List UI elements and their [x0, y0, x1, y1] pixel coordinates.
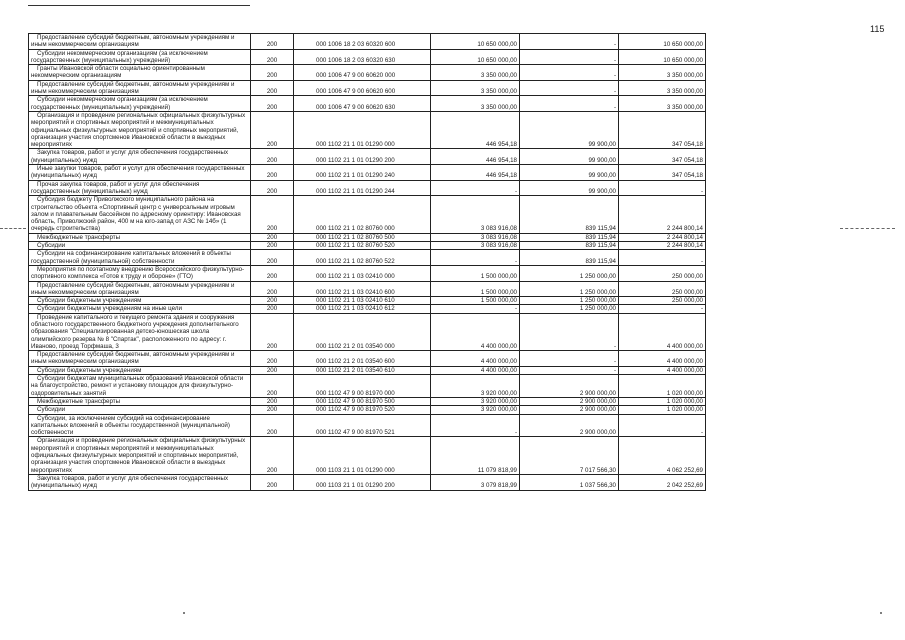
row-approved: 11 079 818,99	[431, 437, 520, 474]
row-executed: 1 250 000,00	[520, 281, 619, 297]
row-code: 200	[251, 180, 294, 196]
row-executed: 99 900,00	[520, 165, 619, 181]
table-row	[29, 96, 706, 112]
table-row	[29, 265, 706, 281]
row-remaining: 3 350 000,00	[619, 96, 706, 112]
row-code: 200	[251, 233, 294, 241]
row-name: Субсидии бюджетным учреждениям	[29, 366, 251, 374]
row-code: 200	[251, 242, 294, 250]
row-code: 200	[251, 406, 294, 414]
row-remaining: 1 020 000,00	[619, 375, 706, 398]
row-name: Организация и проведение региональных официальных физкультурных мероприятий и спортивных мероприятий и межмуниципальных официальных физкультурных мероприятий и спортивных мероприятий, организация участия спортсменов Ивановской области в выездных мероприятиях	[29, 111, 251, 148]
row-executed: 2 900 000,00	[520, 397, 619, 405]
row-approved: -	[431, 180, 520, 196]
table-row	[29, 397, 706, 405]
row-approved: 10 650 000,00	[431, 34, 520, 50]
row-name: Субсидии бюджетным учреждениям	[29, 297, 251, 305]
row-remaining: 2 244 800,14	[619, 233, 706, 241]
row-csr: 000 1102 21 1 02 80760 000	[294, 196, 431, 233]
row-executed: 99 900,00	[520, 111, 619, 148]
row-code: 200	[251, 414, 294, 437]
budget-table	[28, 33, 706, 491]
row-executed: 839 115,94	[520, 233, 619, 241]
row-executed: 1 250 000,00	[520, 305, 619, 313]
row-executed: 1 250 000,00	[520, 297, 619, 305]
row-executed: -	[520, 65, 619, 81]
row-code: 200	[251, 297, 294, 305]
row-approved: -	[431, 414, 520, 437]
row-name: Субсидия бюджету Приволжского муниципального района на строительство объекта «Спортивный центр с универсальным игровым залом и плавательным бассейном по адресному ориентиру: Ивановская область, Приволжский район, 400 м на юго-запад от АЗС № 14б» (1 очередь строительства)	[29, 196, 251, 233]
table-row	[29, 65, 706, 81]
table-row	[29, 351, 706, 367]
row-code: 200	[251, 474, 294, 490]
row-code: 200	[251, 397, 294, 405]
row-executed: 1 037 566,30	[520, 474, 619, 490]
row-code: 200	[251, 351, 294, 367]
row-code: 200	[251, 49, 294, 65]
row-remaining: 4 400 000,00	[619, 366, 706, 374]
row-remaining: 347 054,18	[619, 111, 706, 148]
row-csr: 000 1006 18 2 03 60320 600	[294, 34, 431, 50]
row-csr: 000 1102 21 1 02 80760 500	[294, 233, 431, 241]
row-name: Субсидии на софинансирование капитальных вложений в объекты государственной (муниципальной) собственности	[29, 250, 251, 266]
table-row	[29, 165, 706, 181]
row-csr: 000 1102 21 1 01 01290 244	[294, 180, 431, 196]
row-csr: 000 1006 47 9 00 60620 630	[294, 96, 431, 112]
page-number: 115	[870, 24, 885, 34]
row-csr: 000 1006 47 9 00 60620 600	[294, 80, 431, 96]
row-name: Субсидии	[29, 242, 251, 250]
row-remaining: 10 650 000,00	[619, 34, 706, 50]
row-executed: -	[520, 351, 619, 367]
row-approved: 446 954,18	[431, 111, 520, 148]
table-row	[29, 305, 706, 313]
row-csr: 000 1102 21 1 02 80760 520	[294, 242, 431, 250]
fold-mark-right	[840, 228, 895, 229]
row-executed: -	[520, 366, 619, 374]
row-name: Межбюджетные трансферты	[29, 233, 251, 241]
row-csr: 000 1102 21 1 01 01290 200	[294, 149, 431, 165]
row-approved: 3 083 916,08	[431, 233, 520, 241]
table-row	[29, 34, 706, 50]
row-name: Проведение капитального и текущего ремонта здания и сооружения областного государственного бюджетного учреждения дополнительного образования "Специализированная детско-юношеская школа олимпийского резерва № 8 "Спартак", расположенного по адресу: г. Иваново, проезд Торфмаша, 3	[29, 313, 251, 350]
row-executed: -	[520, 80, 619, 96]
table-row	[29, 233, 706, 241]
table-row	[29, 149, 706, 165]
row-code: 200	[251, 305, 294, 313]
row-code: 200	[251, 111, 294, 148]
row-remaining: 2 042 252,69	[619, 474, 706, 490]
row-name: Закупка товаров, работ и услуг для обеспечения государственных (муниципальных) нужд	[29, 149, 251, 165]
row-code: 200	[251, 313, 294, 350]
row-remaining: -	[619, 305, 706, 313]
table-row	[29, 313, 706, 350]
row-executed: -	[520, 96, 619, 112]
row-approved: 446 954,18	[431, 149, 520, 165]
row-remaining: -	[619, 250, 706, 266]
row-code: 200	[251, 250, 294, 266]
table-row	[29, 414, 706, 437]
row-csr: 000 1102 21 1 03 02410 600	[294, 281, 431, 297]
row-code: 200	[251, 96, 294, 112]
row-code: 200	[251, 65, 294, 81]
row-executed: 2 900 000,00	[520, 414, 619, 437]
row-name: Гранты Ивановской области социально ориентированным некоммерческим организациям	[29, 65, 251, 81]
table-row	[29, 437, 706, 474]
row-csr: 000 1102 21 1 03 02410 000	[294, 265, 431, 281]
row-executed: -	[520, 34, 619, 50]
row-remaining: 250 000,00	[619, 281, 706, 297]
row-code: 200	[251, 366, 294, 374]
row-remaining: 250 000,00	[619, 297, 706, 305]
header-rule	[28, 5, 250, 6]
row-code: 200	[251, 34, 294, 50]
row-code: 200	[251, 375, 294, 398]
row-csr: 000 1006 47 9 00 60620 000	[294, 65, 431, 81]
row-remaining: 4 062 252,69	[619, 437, 706, 474]
row-name: Субсидии некоммерческим организациям (за исключением государственных (муниципальных) учреждений)	[29, 96, 251, 112]
row-csr: 000 1102 21 2 01 03540 610	[294, 366, 431, 374]
row-name: Иные закупки товаров, работ и услуг для обеспечения государственных (муниципальных) нужд	[29, 165, 251, 181]
row-approved: -	[431, 250, 520, 266]
row-name: Межбюджетные трансферты	[29, 397, 251, 405]
table-row	[29, 366, 706, 374]
row-csr: 000 1103 21 1 01 01290 200	[294, 474, 431, 490]
row-remaining: 2 244 800,14	[619, 196, 706, 233]
row-remaining: 1 020 000,00	[619, 397, 706, 405]
row-csr: 000 1102 21 1 01 01290 240	[294, 165, 431, 181]
row-remaining: -	[619, 180, 706, 196]
row-remaining: -	[619, 414, 706, 437]
row-csr: 000 1102 47 9 00 81970 000	[294, 375, 431, 398]
row-executed: -	[520, 49, 619, 65]
row-executed: 839 115,94	[520, 196, 619, 233]
table-row	[29, 242, 706, 250]
row-executed: 1 250 000,00	[520, 265, 619, 281]
row-code: 200	[251, 265, 294, 281]
row-code: 200	[251, 281, 294, 297]
row-name: Предоставление субсидий бюджетным, автономным учреждениям и иным некоммерческим организациям	[29, 34, 251, 50]
row-executed: -	[520, 313, 619, 350]
row-csr: 000 1103 21 1 01 01290 000	[294, 437, 431, 474]
row-approved: 446 954,18	[431, 165, 520, 181]
row-approved: 3 350 000,00	[431, 65, 520, 81]
row-approved: 1 500 000,00	[431, 297, 520, 305]
row-name: Субсидии	[29, 406, 251, 414]
row-approved: 3 920 000,00	[431, 397, 520, 405]
row-code: 200	[251, 149, 294, 165]
table-row	[29, 406, 706, 414]
row-approved: 1 500 000,00	[431, 281, 520, 297]
row-csr: 000 1102 21 1 02 80760 522	[294, 250, 431, 266]
table-row	[29, 180, 706, 196]
row-csr: 000 1006 18 2 03 60320 630	[294, 49, 431, 65]
row-approved: 1 500 000,00	[431, 265, 520, 281]
row-name: Закупка товаров, работ и услуг для обеспечения государственных (муниципальных) нужд	[29, 474, 251, 490]
row-csr: 000 1102 21 1 03 02410 612	[294, 305, 431, 313]
table-row	[29, 250, 706, 266]
row-executed: 2 900 000,00	[520, 375, 619, 398]
row-name: Субсидии, за исключением субсидий на софинансирование капитальных вложений в объекты государственной (муниципальной) собственности	[29, 414, 251, 437]
row-remaining: 4 400 000,00	[619, 313, 706, 350]
table-row	[29, 49, 706, 65]
row-executed: 7 017 566,30	[520, 437, 619, 474]
row-name: Предоставление субсидий бюджетным, автономным учреждениям и иным некоммерческим организациям	[29, 351, 251, 367]
row-approved: 3 350 000,00	[431, 80, 520, 96]
row-approved: 4 400 000,00	[431, 366, 520, 374]
budget-table-body	[29, 34, 706, 491]
row-approved: 3 079 818,99	[431, 474, 520, 490]
row-csr: 000 1102 21 1 01 01290 000	[294, 111, 431, 148]
row-remaining: 3 350 000,00	[619, 65, 706, 81]
scan-speck	[880, 612, 882, 614]
row-remaining: 3 350 000,00	[619, 80, 706, 96]
row-remaining: 250 000,00	[619, 265, 706, 281]
row-remaining: 4 400 000,00	[619, 351, 706, 367]
row-approved: 3 083 916,08	[431, 242, 520, 250]
table-row	[29, 196, 706, 233]
table-row	[29, 111, 706, 148]
row-csr: 000 1102 21 2 01 03540 000	[294, 313, 431, 350]
row-remaining: 347 054,18	[619, 149, 706, 165]
row-name: Субсидии некоммерческим организациям (за исключением государственных (муниципальных) учреждений)	[29, 49, 251, 65]
row-remaining: 10 650 000,00	[619, 49, 706, 65]
table-row	[29, 281, 706, 297]
table-row	[29, 80, 706, 96]
row-csr: 000 1102 21 1 03 02410 610	[294, 297, 431, 305]
row-remaining: 1 020 000,00	[619, 406, 706, 414]
scan-speck	[183, 612, 185, 614]
row-approved: 10 650 000,00	[431, 49, 520, 65]
row-approved: 3 920 000,00	[431, 375, 520, 398]
row-csr: 000 1102 47 9 00 81970 500	[294, 397, 431, 405]
fold-mark-left	[0, 228, 26, 229]
row-approved: 4 400 000,00	[431, 351, 520, 367]
row-approved: -	[431, 305, 520, 313]
table-row	[29, 474, 706, 490]
row-name: Субсидии бюджетам муниципальных образований Ивановской области на благоустройство, ремонт и установку площадок для физкультурно-оздоровительных занятий	[29, 375, 251, 398]
row-approved: 3 350 000,00	[431, 96, 520, 112]
row-code: 200	[251, 80, 294, 96]
row-executed: 99 900,00	[520, 149, 619, 165]
row-name: Предоставление субсидий бюджетным, автономным учреждениям и иным некоммерческим организациям	[29, 80, 251, 96]
row-approved: 4 400 000,00	[431, 313, 520, 350]
row-name: Прочая закупка товаров, работ и услуг для обеспечения государственных (муниципальных) нужд	[29, 180, 251, 196]
row-approved: 3 920 000,00	[431, 406, 520, 414]
row-remaining: 347 054,18	[619, 165, 706, 181]
row-name: Предоставление субсидий бюджетным, автономным учреждениям и иным некоммерческим организациям	[29, 281, 251, 297]
table-row	[29, 375, 706, 398]
table-row	[29, 297, 706, 305]
row-csr: 000 1102 21 2 01 03540 600	[294, 351, 431, 367]
row-name: Субсидии бюджетным учреждениям на иные цели	[29, 305, 251, 313]
row-executed: 839 115,94	[520, 242, 619, 250]
row-code: 200	[251, 196, 294, 233]
row-executed: 2 900 000,00	[520, 406, 619, 414]
row-executed: 99 900,00	[520, 180, 619, 196]
row-approved: 3 083 916,08	[431, 196, 520, 233]
row-name: Мероприятия по поэтапному внедрению Всероссийского физкультурно-спортивного комплекса «Готов к труду и обороне» (ГТО)	[29, 265, 251, 281]
row-csr: 000 1102 47 9 00 81970 521	[294, 414, 431, 437]
row-executed: 839 115,94	[520, 250, 619, 266]
row-name: Организация и проведение региональных официальных физкультурных мероприятий и спортивных мероприятий и межмуниципальных официальных физкультурных мероприятий и спортивных мероприятий, организация участия спортсменов Ивановской области в выездных мероприятиях	[29, 437, 251, 474]
row-code: 200	[251, 165, 294, 181]
row-csr: 000 1102 47 9 00 81970 520	[294, 406, 431, 414]
row-remaining: 2 244 800,14	[619, 242, 706, 250]
row-code: 200	[251, 437, 294, 474]
